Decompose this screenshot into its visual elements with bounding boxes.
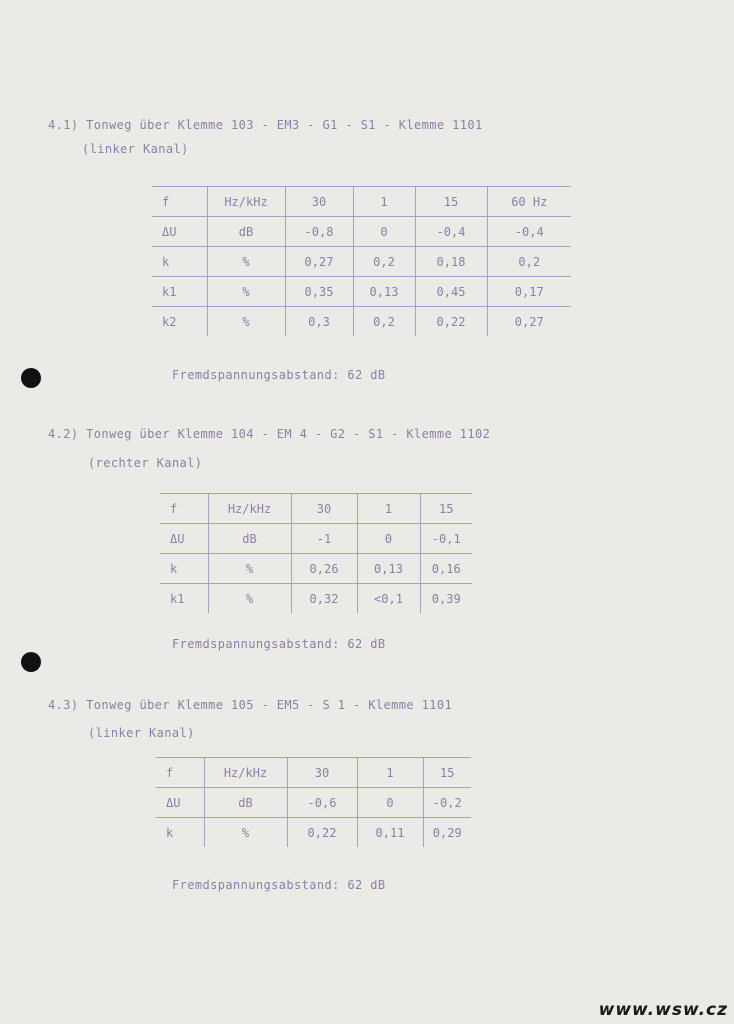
table-header-row bbox=[152, 187, 571, 217]
punch-hole-icon bbox=[21, 368, 41, 388]
table-row bbox=[152, 217, 571, 247]
section-subheading-4-3: (linker Kanal) bbox=[88, 726, 195, 740]
measurement-table-4-1 bbox=[152, 186, 571, 336]
table-cell: % bbox=[208, 554, 291, 584]
table-row bbox=[152, 307, 571, 337]
section-heading-4-3: 4.3) Tonweg über Klemme 105 - EM5 - S 1 - Klemme 1101 bbox=[48, 698, 453, 712]
table-cell: -1 bbox=[291, 524, 357, 554]
table-cell: 0,22 bbox=[415, 307, 487, 337]
table-cell: Hz/kHz bbox=[204, 758, 287, 788]
table-row bbox=[160, 524, 472, 554]
table-cell: 0,2 bbox=[353, 307, 415, 337]
table-cell: 0,3 bbox=[285, 307, 353, 337]
table-cell: 0,39 bbox=[420, 584, 472, 614]
table-cell: 0,35 bbox=[285, 277, 353, 307]
table-cell: 0,27 bbox=[285, 247, 353, 277]
row-label-cell: f bbox=[156, 758, 204, 788]
table-cell: 1 bbox=[357, 758, 423, 788]
row-label-cell: k bbox=[152, 247, 207, 277]
table-cell: -0,8 bbox=[285, 217, 353, 247]
table-cell: % bbox=[207, 277, 285, 307]
table-cell: dB bbox=[207, 217, 285, 247]
table-header-row bbox=[156, 758, 471, 788]
table-cell: 0,16 bbox=[420, 554, 472, 584]
table-cell: % bbox=[208, 584, 291, 614]
table-cell: 0,27 bbox=[487, 307, 571, 337]
watermark-logo: www.wsw.cz bbox=[598, 1000, 728, 1020]
row-label-cell: ΔU bbox=[152, 217, 207, 247]
table-cell: 1 bbox=[357, 494, 420, 524]
table-cell: <0,1 bbox=[357, 584, 420, 614]
row-label-cell: ΔU bbox=[160, 524, 208, 554]
table-row bbox=[160, 584, 472, 614]
punch-hole-icon bbox=[21, 652, 41, 672]
table-cell: 0,22 bbox=[287, 818, 357, 848]
row-label-cell: k1 bbox=[152, 277, 207, 307]
table-row bbox=[160, 554, 472, 584]
table-cell: -0,4 bbox=[487, 217, 571, 247]
table-header-row bbox=[160, 494, 472, 524]
table-cell: 0,2 bbox=[487, 247, 571, 277]
table-cell: 15 bbox=[420, 494, 472, 524]
table-cell: dB bbox=[208, 524, 291, 554]
row-label-cell: k bbox=[160, 554, 208, 584]
table-cell: 1 bbox=[353, 187, 415, 217]
table-cell: -0,1 bbox=[420, 524, 472, 554]
table-cell: -0,2 bbox=[423, 788, 471, 818]
table-row bbox=[156, 788, 471, 818]
section-heading-4-1: 4.1) Tonweg über Klemme 103 - EM3 - G1 - S1 - Klemme 1101 bbox=[48, 118, 483, 132]
table-cell: 0,18 bbox=[415, 247, 487, 277]
section-heading-4-2: 4.2) Tonweg über Klemme 104 - EM 4 - G2 - S1 - Klemme 1102 bbox=[48, 427, 491, 441]
table-cell: 0 bbox=[357, 788, 423, 818]
table-cell: 30 bbox=[291, 494, 357, 524]
table-cell: % bbox=[204, 818, 287, 848]
table-cell: 0,13 bbox=[357, 554, 420, 584]
table-cell: 30 bbox=[285, 187, 353, 217]
table-cell: -0,4 bbox=[415, 217, 487, 247]
table-cell: dB bbox=[204, 788, 287, 818]
row-label-cell: f bbox=[152, 187, 207, 217]
table-cell: Hz/kHz bbox=[208, 494, 291, 524]
table-cell: 0,13 bbox=[353, 277, 415, 307]
table-cell: 60 Hz bbox=[487, 187, 571, 217]
table-cell: 0 bbox=[357, 524, 420, 554]
table-cell: 0 bbox=[353, 217, 415, 247]
table-cell: 0,2 bbox=[353, 247, 415, 277]
table-cell: 0,26 bbox=[291, 554, 357, 584]
table-cell: 30 bbox=[287, 758, 357, 788]
table-cell: 0,45 bbox=[415, 277, 487, 307]
section-subheading-4-2: (rechter Kanal) bbox=[88, 456, 203, 470]
measurement-table-4-2 bbox=[160, 493, 472, 613]
table-cell: 15 bbox=[415, 187, 487, 217]
row-label-cell: f bbox=[160, 494, 208, 524]
table-row bbox=[152, 247, 571, 277]
table-row bbox=[156, 818, 471, 848]
table-cell: 0,11 bbox=[357, 818, 423, 848]
section-subheading-4-1: (linker Kanal) bbox=[82, 142, 189, 156]
table-cell: % bbox=[207, 307, 285, 337]
noise-ratio-note-4-3: Fremdspannungsabstand: 62 dB bbox=[172, 878, 386, 892]
table-cell: 0,32 bbox=[291, 584, 357, 614]
table-cell: 0,29 bbox=[423, 818, 471, 848]
table-cell: % bbox=[207, 247, 285, 277]
table-cell: 0,17 bbox=[487, 277, 571, 307]
row-label-cell: k1 bbox=[160, 584, 208, 614]
row-label-cell: ΔU bbox=[156, 788, 204, 818]
noise-ratio-note-4-2: Fremdspannungsabstand: 62 dB bbox=[172, 637, 386, 651]
table-row bbox=[152, 277, 571, 307]
table-cell: Hz/kHz bbox=[207, 187, 285, 217]
noise-ratio-note-4-1: Fremdspannungsabstand: 62 dB bbox=[172, 368, 386, 382]
measurement-table-4-3 bbox=[156, 757, 471, 847]
row-label-cell: k bbox=[156, 818, 204, 848]
table-cell: -0,6 bbox=[287, 788, 357, 818]
row-label-cell: k2 bbox=[152, 307, 207, 337]
table-cell: 15 bbox=[423, 758, 471, 788]
